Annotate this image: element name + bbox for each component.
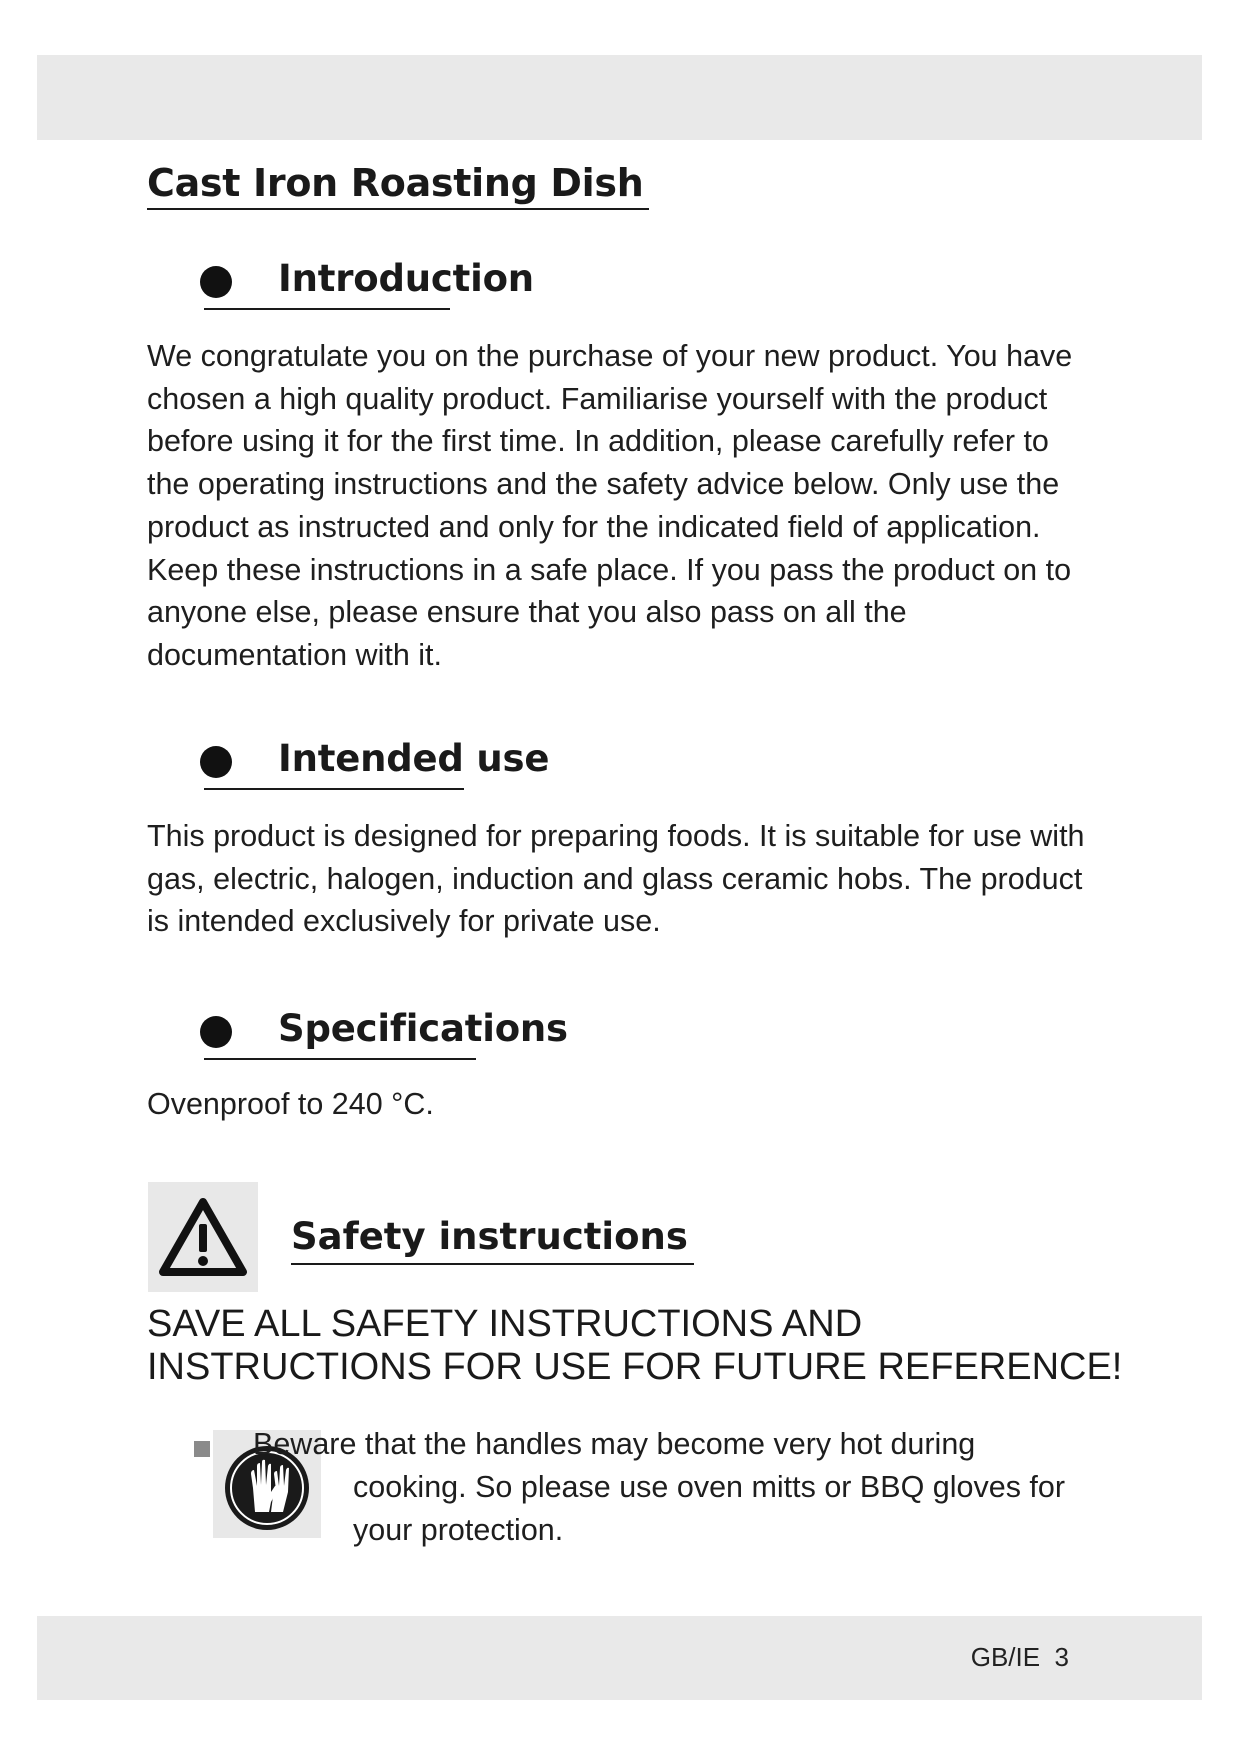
bullet-text-line: your protection. xyxy=(353,1513,564,1547)
section-title: Introduction xyxy=(278,257,534,300)
section-title: Specifications xyxy=(278,1007,568,1050)
caps-line: INSTRUCTIONS FOR USE FOR FUTURE REFERENCE! xyxy=(147,1346,1123,1388)
section-title-safety-instructions: Safety instructions xyxy=(291,1211,694,1265)
warning-triangle-icon xyxy=(148,1182,258,1292)
bullet-dot-icon xyxy=(200,1016,232,1048)
page-footer xyxy=(971,1637,1069,1677)
region-code: GB/IE xyxy=(970,1642,1041,1672)
intended-use-text: This product is designed for preparing foods. It is suitable for use with gas, electric, halogen, induction and glass ceramic hobs. The product is intended exclusively for private use. xyxy=(147,819,1085,939)
bullet-dot-icon xyxy=(200,746,232,778)
heading-underline xyxy=(204,788,464,790)
safety-caps-notice xyxy=(147,1303,1147,1389)
bullet-text-line: Beware that the handles may become very hot during xyxy=(253,1427,976,1461)
heading-underline xyxy=(204,1058,476,1060)
heading-underline xyxy=(204,308,450,310)
specifications-text: Ovenproof to 240 °C. xyxy=(147,1087,434,1121)
bullet-text-line: cooking. So please use oven mitts or BBQ gloves for xyxy=(353,1470,1066,1504)
introduction-text: We congratulate you on the purchase of your new product. You have chosen a high quality product. Familiarise yourself with the product before using it for the first time. In addition, please carefully refer to the operating instructions and the safety advice below. Only use the product as instructed and only for the indicated field of application. Keep these instructions in a safe place. If you pass the product on to anyone else, please ensure that you also pass on all the documentation with it. xyxy=(147,339,1073,672)
caps-line: SAVE ALL SAFETY INSTRUCTIONS AND xyxy=(147,1303,863,1345)
document-title: Cast Iron Roasting Dish xyxy=(147,158,649,210)
bullet-square-icon xyxy=(194,1441,210,1457)
page-number: 3 xyxy=(1054,1642,1069,1672)
section-title: Intended use xyxy=(278,737,550,780)
header-band xyxy=(37,55,1202,140)
bullet-dot-icon xyxy=(200,266,232,298)
